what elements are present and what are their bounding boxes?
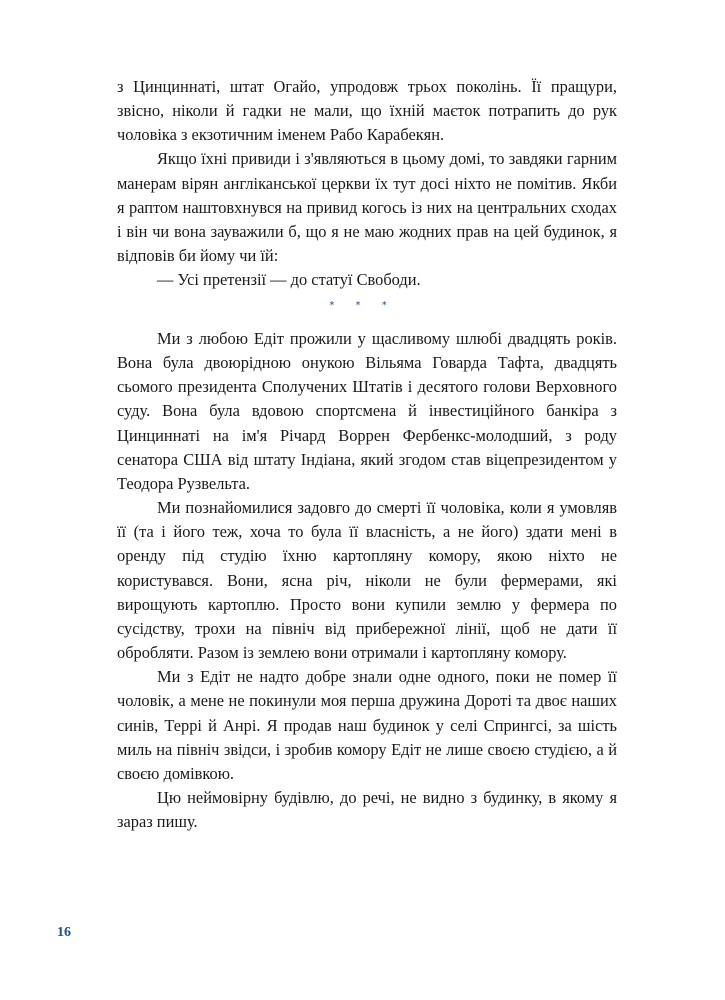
text-block-top — [117, 75, 617, 292]
paragraph: Ми познайомилися задовго до смерті її чоловіка, коли я умовляв її (та і його теж, хоча то була її власність, а не його) здати мені в оренду під студію їхню картопляну комору, якою ніхто не користувався. Вони, ясна річ, ніколи не були фермерами, які вирощують картоплю. Просто вони купили землю у фермера по сусідству, трохи на північ від прибережної лінії, щоб не дати її обробляти. Разом із землею вони отримали і картопляну комору. — [117, 498, 617, 663]
paragraph: Цю неймовірну будівлю, до речі, не видно з будинку, в якому я зараз пишу. — [117, 787, 617, 832]
dialogue-line: — Усі претензії — до статуї Свободи. — [157, 270, 421, 290]
paragraph: Якщо їхні привиди і з'являються в цьому домі, то завдяки гарним манерам вірян англіканської церкви їх тут досі ніхто не помітив. Якби я раптом наштовхнувся на привид когось із них на центральних сходах і він чи вона зауважили б, що я не маю жодних прав на цей будинок, я відповів би йому чи їй: — [117, 149, 617, 266]
divider-star: * — [381, 300, 387, 311]
paragraph: Ми з любою Едіт прожили у щасливому шлюбі двадцять років. Вона була двоюрідною онукою Вільяма Говарда Тафта, двадцять сьомого президента Сполучених Штатів і десятого голови Верховного суду. Вона була вдовою спортсмена й інвестиційного банкіра з Цинциннаті на ім'я Річард Воррен Фербенкс-молодший, з роду сенатора США від штату Індіана, який згодом став віцепрезидентом у Теодора Рузвельта. — [117, 329, 617, 493]
divider-star: * — [355, 300, 361, 311]
page-number: 16 — [57, 925, 71, 940]
paragraph: з Цинциннаті, штат Огайо, упродовж трьох поколінь. Її пращури, звісно, ніколи й гадки не мали, що їхній маєток потрапить до рук чоловіка з екзотичним іменем Рабо Карабекян. — [117, 77, 617, 145]
divider-star: * — [329, 300, 335, 311]
paragraph: Ми з Едіт не надто добре знали одне одного, поки не помер її чоловік, а мене не покинули моя перша дружина Дороті та двоє наших синів, Террі й Анрі. Я продав наш будинок у селі Спрингсі, за шість миль на північ звідси, і зробив комору Едіт не лише своєю студією, а й своєю домівкою. — [117, 667, 617, 783]
text-block-bottom — [117, 327, 617, 834]
section-divider — [0, 300, 725, 311]
